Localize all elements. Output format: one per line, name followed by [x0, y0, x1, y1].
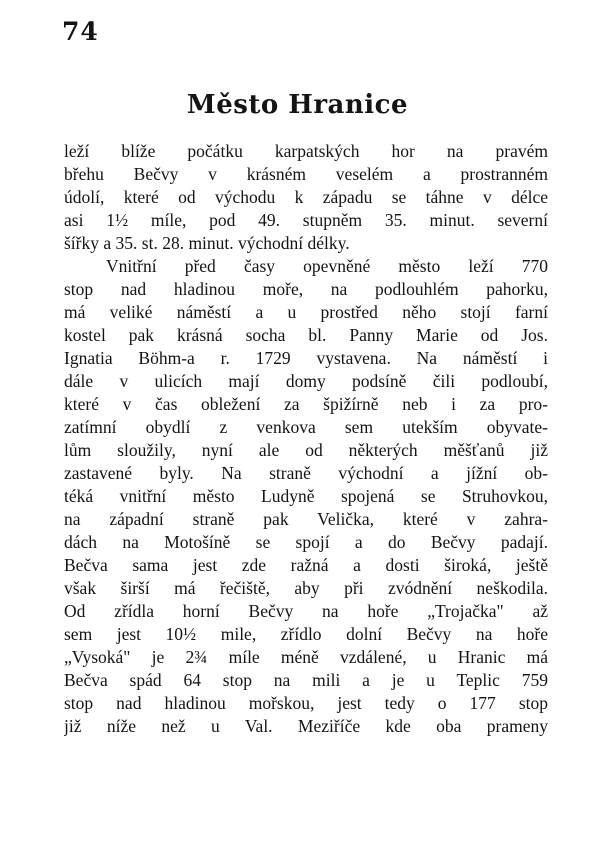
text-line: dách na Motošíně se spojí a do Bečvy padají. [64, 532, 548, 552]
text-line: lům sloužily, nyní ale od některých měšťanů již [64, 440, 548, 460]
text-line: Bečva spád 64 stop na mili a je u Teplic 759 [64, 670, 548, 690]
text-line: Bečva sama jest zde ražná a dosti široká, ještě [64, 555, 548, 575]
paragraph-2 [64, 255, 548, 738]
text-line: kostel pak krásná socha bl. Panny Marie od Jos. [64, 325, 548, 345]
body-text [64, 140, 548, 738]
text-line: Od zřídla horní Bečvy na hoře „Trojačka" až [64, 601, 548, 621]
text-line: na západní straně pak Velička, které v zahra- [64, 509, 548, 529]
text-line: dále v ulicích mají domy podsíně čili podloubí, [64, 371, 548, 391]
page-title: Město Hranice [186, 90, 409, 120]
text-line: zastavené byly. Na straně východní a jížní ob- [64, 463, 548, 483]
text-line: břehu Bečvy v krásném veselém a prostranném [64, 164, 548, 184]
text-line: které v čas obležení za špižírně neb i za pro- [64, 394, 548, 414]
text-line: již níže než u Val. Meziříče kde oba prameny [64, 716, 548, 736]
text-line: má veliké náměstí a u prostřed něho stojí farní [64, 302, 548, 322]
text-line: „Vysoká" je 2¾ míle méně vzdálené, u Hranic má [64, 647, 548, 667]
text-line: šířky a 35. st. 28. minut. východní délky. [64, 233, 350, 253]
text-line: téká vnitřní město Ludyně spojená se Struhovkou, [64, 486, 548, 506]
paragraph-1 [64, 140, 548, 255]
text-line: sem jest 10½ mile, zřídlo dolní Bečvy na hoře [64, 624, 548, 644]
text-line: Vnitřní před časy opevněné město leží 770 [106, 256, 548, 276]
text-line: stop nad hladinou mořskou, jest tedy o 177 stop [64, 693, 548, 713]
text-line: Ignatia Böhm-a r. 1729 vystavena. Na náměstí i [64, 348, 548, 368]
text-line: údolí, které od východu k západu se táhne v délce [64, 187, 548, 207]
page-number: 74 [62, 17, 99, 46]
text-line: však širší má řečiště, aby při zvódnění neškodila. [64, 578, 548, 598]
text-line: stop nad hladinou moře, na podlouhlém pahorku, [64, 279, 548, 299]
text-line: zatímní obydlí z venkova sem utekším obyvate- [64, 417, 548, 437]
text-line: leží blíže počátku karpatských hor na pravém [64, 141, 548, 161]
text-line: asi 1½ míle, pod 49. stupněm 35. minut. severní [64, 210, 548, 230]
